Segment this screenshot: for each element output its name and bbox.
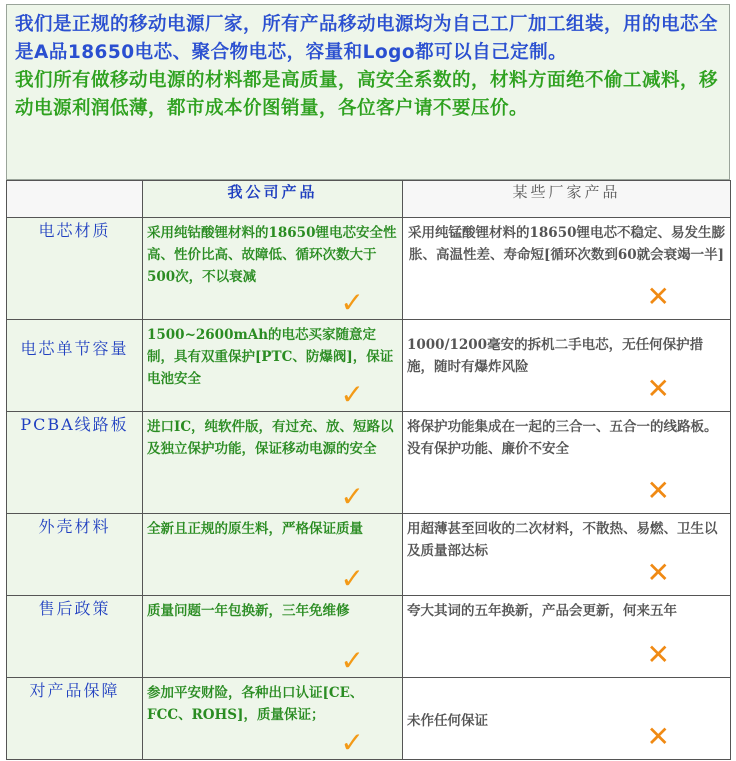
our-feature-text: 采用纯钴酸锂材料的18650锂电芯安全性高、性价比高、故障低、循环次数大于500次，不以衰减: [147, 225, 397, 285]
row-label: 外壳材料: [7, 514, 143, 596]
our-feature-text: 进口IC，纯软件版，有过充、放、短路以及独立保护功能，保证移动电源的安全: [147, 419, 394, 457]
our-feature-text: 全新且正规的原生料，严格保证质量: [147, 521, 363, 537]
intro-paragraph-1: 我们是正规的移动电源厂家，所有产品移动电源均为自己工厂加工组装，用的电芯全是A品18650电芯、聚合物电芯，容量和Logo都可以自己定制。: [15, 14, 719, 63]
header-our-products: 我公司产品: [143, 181, 403, 218]
our-feature-cell: [143, 514, 403, 596]
table-row: [7, 596, 731, 678]
other-feature-text: 将保护功能集成在一起的三合一、五合一的线路板。没有保护功能、廉价不安全: [407, 419, 718, 457]
check-icon: ✓: [340, 644, 364, 677]
row-label: PCBA线路板: [7, 412, 143, 514]
intro-box: [6, 4, 730, 180]
table-row: [7, 320, 731, 412]
row-label: 对产品保障: [7, 678, 143, 760]
other-feature-cell: [403, 514, 731, 596]
header-blank: [7, 181, 143, 218]
cross-icon: ✕: [646, 638, 670, 671]
other-feature-text: 未作任何保证: [407, 713, 488, 729]
our-feature-cell: [143, 320, 403, 412]
table-row: [7, 218, 731, 320]
cross-icon: ✕: [646, 474, 670, 507]
cross-icon: ✕: [646, 280, 670, 313]
table-header-row: [7, 181, 731, 218]
our-feature-cell: [143, 678, 403, 760]
our-feature-text: 1500~2600mAh的电芯买家随意定制，具有双重保护[PTC、防爆阀]，保证电池安全: [147, 327, 394, 387]
header-other-products: 某些厂家产品: [403, 181, 731, 218]
cross-icon: ✕: [646, 372, 670, 405]
row-label: 电芯单节容量: [7, 320, 143, 412]
other-feature-cell: [403, 218, 731, 320]
other-feature-cell: [403, 412, 731, 514]
other-feature-cell: [403, 320, 731, 412]
table-row: [7, 678, 731, 760]
cross-icon: ✕: [646, 556, 670, 589]
other-feature-cell: [403, 596, 731, 678]
check-icon: ✓: [340, 726, 364, 759]
check-icon: ✓: [340, 378, 364, 411]
other-feature-text: 采用纯锰酸锂材料的18650锂电芯不稳定、易发生膨胀、高温性差、寿命短[循环次数到60就会衰竭一半]: [408, 225, 725, 263]
row-label: 电芯材质: [7, 218, 143, 320]
other-feature-text: 1000/1200毫安的拆机二手电芯，无任何保护措施，随时有爆炸风险: [407, 337, 704, 375]
other-feature-text: 夸大其词的五年换新，产品会更新，何来五年: [407, 603, 677, 619]
our-feature-cell: [143, 218, 403, 320]
comparison-table: [6, 180, 731, 760]
check-icon: ✓: [340, 480, 364, 513]
cross-icon: ✕: [646, 720, 670, 753]
check-icon: ✓: [340, 286, 364, 319]
check-icon: ✓: [340, 562, 364, 595]
other-feature-text: 用超薄甚至回收的二次材料，不散热、易燃、卫生以及质量部达标: [407, 521, 718, 559]
other-feature-cell: [403, 678, 731, 760]
our-feature-text: 参加平安财险，各种出口认证[CE、FCC、ROHS]，质量保证；: [147, 685, 364, 723]
intro-paragraph-2: 我们所有做移动电源的材料都是高质量，高安全系数的，材料方面绝不偷工减料，移动电源利润低薄，都市成本价图销量，各位客户请不要压价。: [15, 70, 719, 119]
our-feature-cell: [143, 412, 403, 514]
our-feature-text: 质量问题一年包换新，三年免维修: [147, 603, 350, 619]
table-row: [7, 514, 731, 596]
table-row: [7, 412, 731, 514]
our-feature-cell: [143, 596, 403, 678]
row-label: 售后政策: [7, 596, 143, 678]
